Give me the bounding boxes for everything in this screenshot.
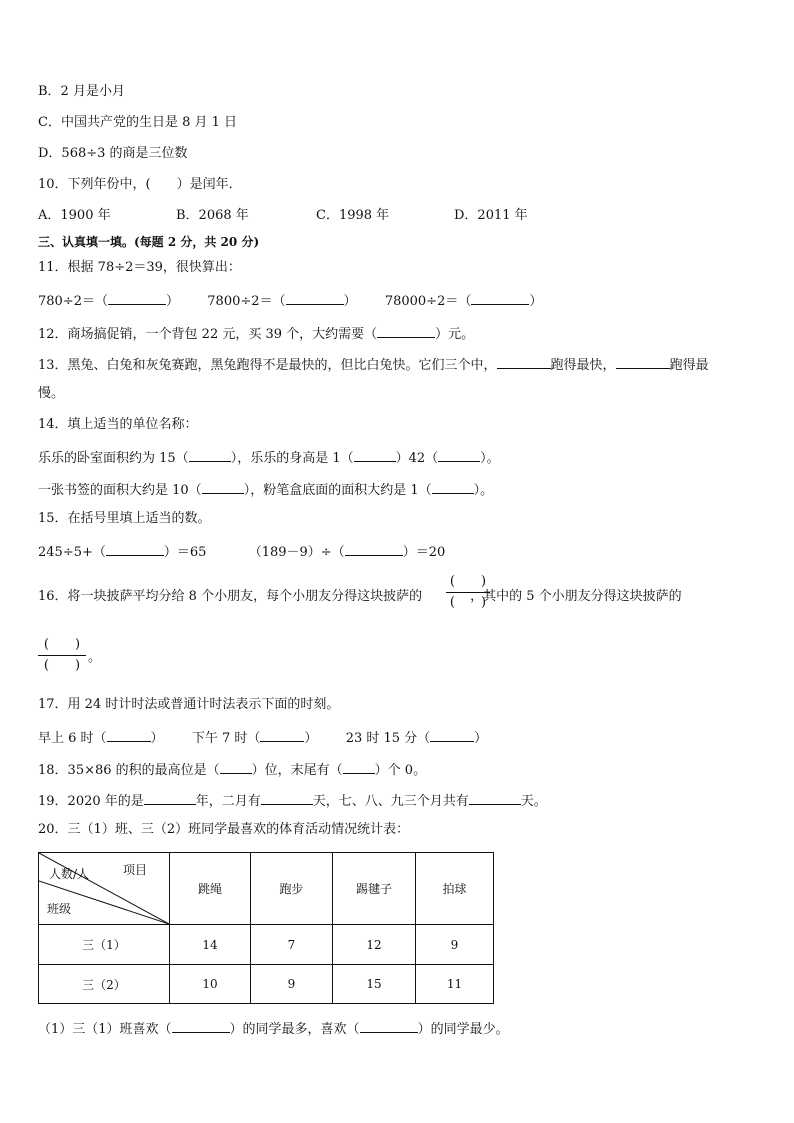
question-15-blanks: 245÷5+（ ）＝65 （189－9）÷（ ）＝20 bbox=[38, 542, 445, 561]
header-item: 项目 bbox=[123, 863, 148, 877]
table-row bbox=[39, 965, 494, 1004]
question-20-part-1: （1）三（1）班喜欢（ ）的同学最多，喜欢（ ）的同学最少。 bbox=[38, 1019, 509, 1038]
question-14-line1: 乐乐的卧室面积约为 15（ ），乐乐的身高是 1（ ）42（ ）。 bbox=[38, 448, 500, 467]
table-cell: 12 bbox=[333, 925, 416, 965]
column-header: 拍球 bbox=[416, 853, 494, 925]
question-13: 13．黑兔、白兔和灰兔赛跑，黑兔跑得不是最快的，但比白兔快。它们三个中， 跑得最快， 跑得最 bbox=[38, 355, 709, 374]
question-14: 14．填上适当的单位名称： bbox=[38, 417, 198, 432]
table-cell: 14 bbox=[170, 925, 251, 965]
question-10-options bbox=[38, 208, 528, 224]
table-cell: 9 bbox=[416, 925, 494, 965]
row-label: 三（1） bbox=[39, 925, 170, 965]
question-20: 20．三（1）班、三（2）班同学最喜欢的体育活动情况统计表： bbox=[38, 822, 410, 837]
blank[interactable] bbox=[107, 728, 151, 742]
question-15: 15．在括号里填上适当的数。 bbox=[38, 511, 211, 526]
blank[interactable] bbox=[360, 1019, 418, 1033]
table-cell: 7 bbox=[251, 925, 333, 965]
header-class: 班级 bbox=[47, 902, 72, 916]
blank[interactable] bbox=[497, 355, 551, 369]
table-cell: 11 bbox=[416, 965, 494, 1004]
q10-option-c: C．1998 年 bbox=[316, 208, 390, 223]
table-header-row bbox=[39, 853, 494, 925]
option-b: B．2 月是小月 bbox=[38, 84, 125, 99]
blank[interactable] bbox=[430, 728, 474, 742]
blank[interactable] bbox=[189, 448, 231, 462]
question-17-blanks: 早上 6 时（ ） 下午 7 时（ ） 23 时 15 分（ ） bbox=[38, 728, 487, 747]
blank[interactable] bbox=[616, 355, 670, 369]
question-10: 10．下列年份中，( ）是闰年． bbox=[38, 177, 242, 192]
table-cell: 9 bbox=[251, 965, 333, 1004]
blank[interactable] bbox=[220, 760, 252, 774]
blank[interactable] bbox=[377, 324, 435, 338]
question-11-blanks: 780÷2＝（ ） 7800÷2＝（ ） 78000÷2＝（ ） bbox=[38, 291, 542, 310]
blank[interactable] bbox=[354, 448, 396, 462]
fraction-period: 。 bbox=[88, 650, 102, 665]
column-header: 踢毽子 bbox=[333, 853, 416, 925]
header-count: 人数/人 bbox=[49, 867, 90, 881]
table-diagonal-header bbox=[39, 853, 170, 925]
blank[interactable] bbox=[144, 791, 196, 805]
table-cell: 10 bbox=[170, 965, 251, 1004]
blank[interactable] bbox=[172, 1019, 230, 1033]
q10-option-a: A．1900 年 bbox=[38, 208, 111, 223]
statistics-table bbox=[38, 852, 494, 1004]
question-19: 19．2020 年的是 年，二月有 天，七、八、九三个月共有 天。 bbox=[38, 791, 547, 810]
blank[interactable] bbox=[286, 291, 344, 305]
fraction-blank-2[interactable]: ( ) ( ) bbox=[38, 637, 86, 674]
option-d: D．568÷3 的商是三位数 bbox=[38, 146, 188, 161]
blank[interactable] bbox=[343, 760, 375, 774]
blank[interactable] bbox=[106, 542, 164, 556]
blank[interactable] bbox=[260, 728, 304, 742]
question-11: 11．根据 78÷2＝39，很快算出： bbox=[38, 260, 241, 275]
blank[interactable] bbox=[202, 480, 244, 494]
table-row bbox=[39, 925, 494, 965]
section-3-heading: 三、认真填一填。(每题 2 分，共 20 分) bbox=[38, 235, 260, 249]
blank[interactable] bbox=[261, 791, 313, 805]
option-c: C．中国共产党的生日是 8 月 1 日 bbox=[38, 115, 238, 130]
question-16: 16．将一块披萨平均分给 8 个小朋友，每个小朋友分得这块披萨的 ，其中的 5 个小朋友分得这块披萨的 bbox=[38, 589, 682, 604]
blank[interactable] bbox=[108, 291, 166, 305]
blank[interactable] bbox=[345, 542, 403, 556]
question-14-line2: 一张书签的面积大约是 10（ ），粉笔盒底面的面积大约是 1（ ）。 bbox=[38, 480, 493, 499]
blank[interactable] bbox=[469, 791, 521, 805]
column-header: 跑步 bbox=[251, 853, 333, 925]
fraction-blank-1[interactable]: ( ) ( ) bbox=[446, 574, 490, 611]
row-label: 三（2） bbox=[39, 965, 170, 1004]
blank[interactable] bbox=[432, 480, 474, 494]
table-cell: 15 bbox=[333, 965, 416, 1004]
blank[interactable] bbox=[471, 291, 529, 305]
question-12: 12．商场搞促销，一个背包 22 元，买 39 个，大约需要（ ）元。 bbox=[38, 324, 474, 343]
column-header: 跳绳 bbox=[170, 853, 251, 925]
question-18: 18．35×86 的积的最高位是（ ）位，末尾有（ ）个 0。 bbox=[38, 760, 426, 779]
q10-option-d: D．2011 年 bbox=[454, 208, 528, 223]
question-17: 17．用 24 时计时法或普通计时法表示下面的时刻。 bbox=[38, 697, 340, 712]
blank[interactable] bbox=[438, 448, 480, 462]
q10-option-b: B．2068 年 bbox=[176, 208, 249, 223]
question-13-cont: 慢。 bbox=[38, 386, 65, 401]
